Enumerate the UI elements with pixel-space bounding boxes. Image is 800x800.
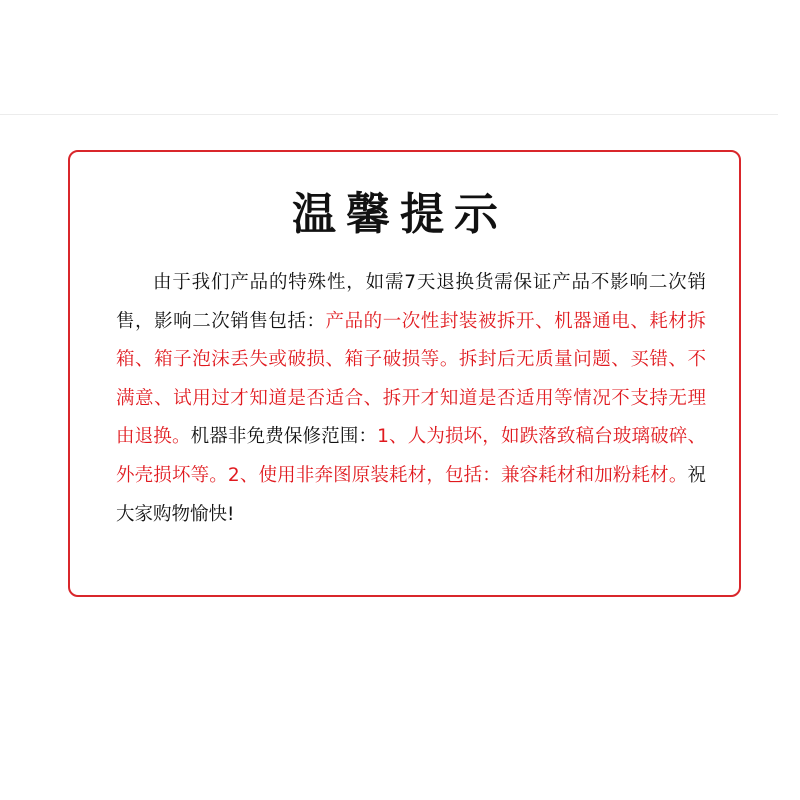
affects-list-text: 产品的一次性封装被拆开、机器通电、耗材拆箱、箱子泡沫丢失或破损、箱子破损等。拆封后无质量问题、买错、不满意、试用过才知道是否适合、拆开才知道是否适用等情况不支持无理由退换。	[116, 310, 706, 448]
intro-text: 由于我们产品的特殊性，如需7天退换货需保证产品不影响二次销售，影响二次销售包括：	[116, 272, 706, 332]
notice-body	[116, 264, 706, 534]
warranty-lead-text: 机器非免费保修范围：	[190, 426, 378, 448]
closing-text: 祝大家购物愉快!	[116, 464, 706, 525]
top-divider	[0, 114, 778, 115]
warranty-list-text: 1、人为损坏，如跌落致稿台玻璃破碎、外壳损坏等。2、使用非奔图原装耗材，包括：兼容耗材和加粉耗材。	[116, 426, 706, 486]
notice-title: 温馨提示	[292, 189, 508, 240]
